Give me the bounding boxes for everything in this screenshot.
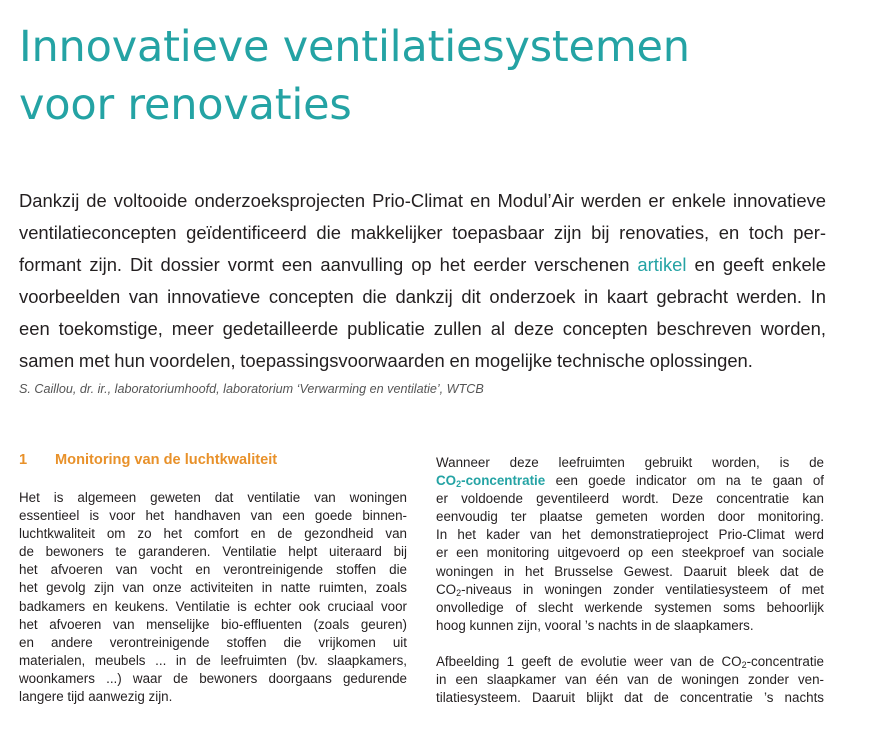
right-paragraph-1: [436, 454, 824, 635]
body-line: woningen in het Brusselse Gewest. Daaruit bleek dat de: [436, 563, 824, 579]
intro-line: voorbeelden van innovatieve concepten die dankzij dit onderzoek in kaart gebracht werden. In: [19, 286, 826, 307]
body-line: essentieel is voor het handhaven van een goede binnen-: [19, 508, 407, 524]
body-line: onvolledige of slecht werkende systemen soms behoorlijk: [436, 599, 824, 615]
artikel-link[interactable]: artikel: [637, 254, 687, 275]
intro-paragraph: [19, 185, 826, 377]
body-line: Het is algemeen geweten dat ventilatie van woningen: [19, 490, 407, 505]
intro-line: een toekomstige, meer gedetailleerde publicatie zullen al deze concepten beschreven worden,: [19, 318, 826, 339]
body-line: het afvoeren van vocht en verontreinigende stoffen die: [19, 562, 407, 578]
body-line: het gevolg zijn van onze activiteiten in natte ruimten, zoals: [19, 580, 407, 596]
body-line: de bewoners te garanderen. Ventilatie helpt uiteraard bij: [19, 544, 407, 560]
body-line: Wanneer deze leefruimten gebruikt worden, is de: [436, 455, 824, 470]
intro-line: ventilatieconcepten geïdentificeerd die makkelijker toepasbaar zijn bij renovaties, en toch per-: [19, 222, 826, 243]
body-line: eenvoudig ter plaatse gemeten worden door monitoring.: [436, 509, 824, 525]
body-line: langere tijd aanwezig zijn.: [19, 689, 173, 705]
body-line: het afvoeren van menselijke bio-effluenten (zoals geuren): [19, 616, 407, 632]
intro-text: en geeft enkele: [686, 254, 826, 275]
intro-line: [19, 249, 826, 281]
body-line: $CO_2$-niveaus in woningen zonder ventilatiesysteem of met: [436, 581, 824, 598]
body-line: luchtkwaliteit om zo het comfort en de gezondheid van: [19, 526, 407, 542]
body-line: Afbeelding 1 geeft de evolutie weer van de $CO_2$-concentratie: [436, 653, 824, 670]
body-line: er een monitoring uitgevoerd op een steekproef van sociale: [436, 545, 824, 561]
body-line: hoog kunnen zijn, vooral ’s nachts in de slaapkamers.: [436, 617, 754, 633]
co2-concentration-keyword: $CO_2$-concentratie: [436, 473, 546, 490]
body-line: In het kader van het demonstratieproject Prio-Climat werd: [436, 527, 824, 543]
article-title: [19, 18, 690, 134]
article-title-line-2: voor renovaties: [19, 80, 352, 130]
body-line: $CO_2$-concentratie een goede indicator om na te gaan of: [436, 473, 824, 490]
right-paragraph-2: [436, 653, 824, 707]
section-heading: [19, 450, 277, 470]
section-title: Monitoring van de luchtkwaliteit: [55, 452, 278, 468]
intro-line: samen met hun voordelen, toepassingsvoorwaarden en mogelijke technische oplossingen.: [19, 350, 753, 371]
intro-text: formant zijn. Dit dossier vormt een aanvulling op het eerder verschenen: [19, 254, 638, 275]
article-title-line-1: Innovatieve ventilatiesystemen: [19, 22, 690, 72]
body-line: en andere verontreinigende stoffen die vrijkomen uit: [19, 634, 407, 650]
right-column: [436, 454, 824, 707]
author-byline: S. Caillou, dr. ir., laboratoriumhoofd, laboratorium ‘Verwarming en ventilatie’, WTCB: [19, 382, 484, 396]
intro-line: Dankzij de voltooide onderzoeksprojecten Prio-Climat en Modul’Air werden er enkele innovatieve: [19, 190, 826, 211]
body-line: badkamers en keukens. Ventilatie is echter ook cruciaal voor: [19, 598, 407, 614]
body-line: tilatiesysteem. Daaruit blijkt dat de concentratie ’s nachts: [436, 690, 824, 706]
section-number: 1: [19, 452, 28, 468]
left-column: [19, 489, 407, 706]
body-line: er voldoende geventileerd wordt. Deze concentratie kan: [436, 491, 824, 507]
body-line: in een slaapkamer van één van de woningen zonder ven-: [436, 672, 824, 688]
body-line: woonkamers ...) waar de bewoners doorgaans gedurende: [19, 670, 407, 686]
body-line: materialen, meubels ... in de leefruimten (bv. slaapkamers,: [19, 652, 407, 668]
